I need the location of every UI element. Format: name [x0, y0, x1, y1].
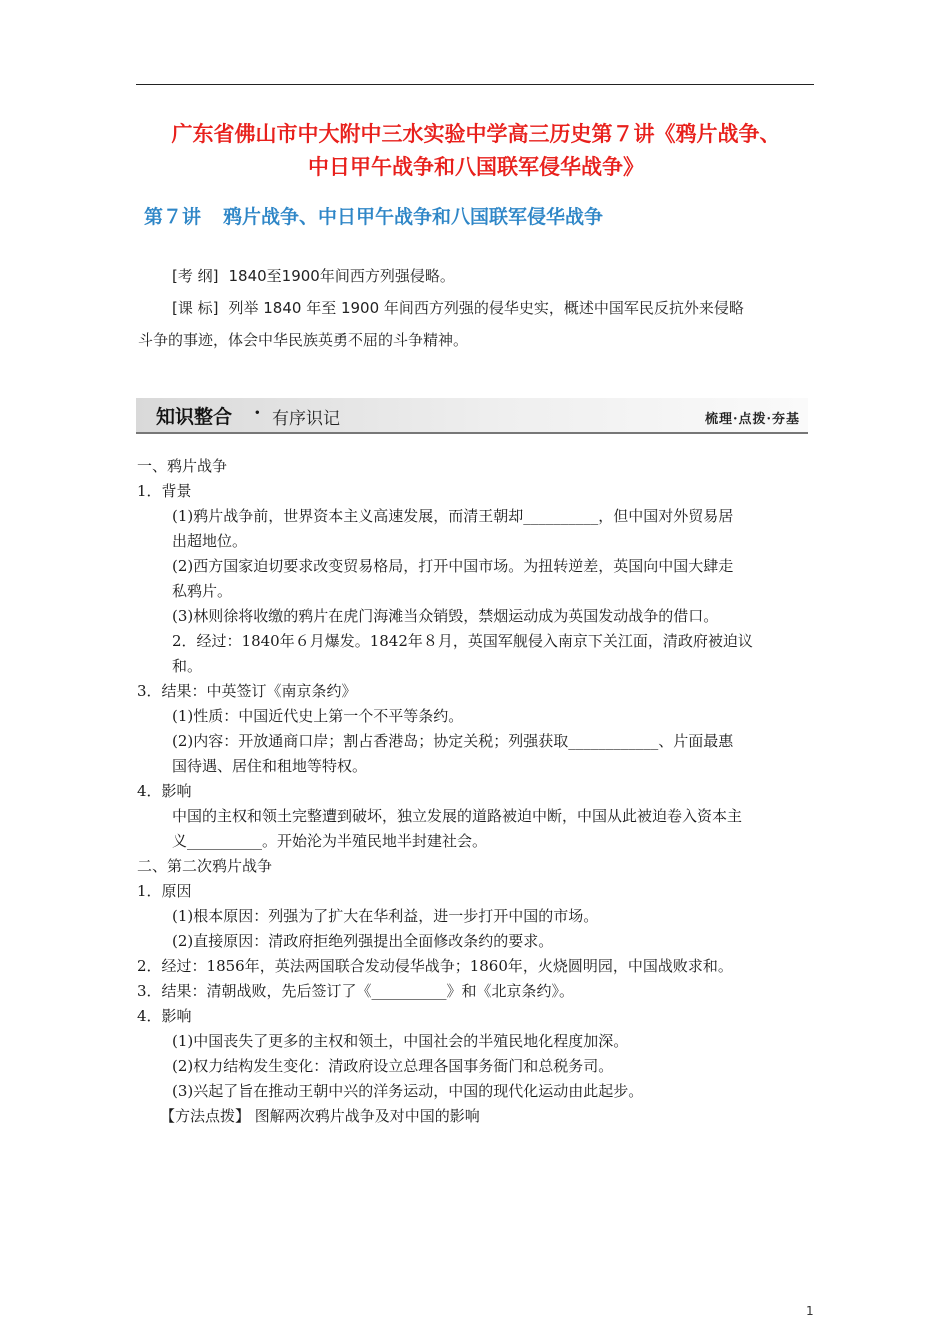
kaogang-text: 1840至1900年间西方列强侵略。 [228, 267, 455, 285]
list-item: (3)兴起了旨在推动王朝中兴的洋务运动，中国的现代化运动由此起步。 [172, 1082, 644, 1100]
list-item: (2)内容：开放通商口岸；割占香港岛；协定关税；列强获取____________、片面最惠 [172, 732, 734, 750]
list-item: 2．经过：1856年，英法两国联合发动侵华战争；1860年，火烧圆明园，中国战败求和。 [137, 957, 733, 975]
title-line-2: 中日甲午战争和八国联军侵华战争》 [308, 155, 644, 179]
section-dot: · [254, 402, 261, 424]
list-item: 义__________。开始沦为半殖民地半封建社会。 [172, 832, 488, 850]
kaogang-label: [考 纲] [172, 267, 219, 285]
list-item: 4．影响 [137, 782, 192, 800]
list-item: (2)权力结构发生变化：清政府设立总理各国事务衙门和总税务司。 [172, 1057, 614, 1075]
list-item: (1)中国丧失了更多的主权和领土，中国社会的半殖民地化程度加深。 [172, 1032, 629, 1050]
list-item: (3)林则徐将收缴的鸦片在虎门海滩当众销毁，禁烟运动成为英国发动战争的借口。 [172, 607, 719, 625]
lecture-name: 鸦片战争、中日甲午战争和八国联军侵华战争 [223, 206, 604, 228]
section-header [136, 398, 808, 434]
page-number: 1 [806, 1304, 814, 1318]
list-item: 1．背景 [137, 482, 192, 500]
list-item: 国待遇、居住和租地等特权。 [172, 757, 368, 775]
list-item: (1)性质：中国近代史上第一个不平等条约。 [172, 707, 464, 725]
method-tip: 【方法点拨】 图解两次鸦片战争及对中国的影响 [160, 1107, 480, 1125]
list-item: 私鸦片。 [172, 582, 233, 600]
list-item: 中国的主权和领土完整遭到破坏，独立发展的道路被迫中断，中国从此被迫卷入资本主 [172, 807, 743, 825]
kebiao-row [172, 298, 744, 318]
kebiao-text: 列举 1840 年至 1900 年间西方列强的侵华史实，概述中国军民反抗外来侵略 [228, 299, 744, 317]
list-item: (2)西方国家迫切要求改变贸易格局，打开中国市场。为扭转逆差，英国向中国大肆走 [172, 557, 734, 575]
document-title [136, 118, 816, 184]
list-item: 4．影响 [137, 1007, 192, 1025]
list-item: (1)鸦片战争前，世界资本主义高速发展，而清王朝却__________，但中国对外贸易居 [172, 507, 734, 525]
list-item: 3．结果：中英签订《南京条约》 [137, 682, 357, 700]
heading-opium-war: 一、鸦片战争 [137, 457, 228, 475]
kebiao-label: [课 标] [172, 299, 219, 317]
list-item: 3．结果：清朝战败，先后签订了《__________》和《北京条约》。 [137, 982, 575, 1000]
list-item: 1．原因 [137, 882, 192, 900]
section-subtitle: 有序识记 [272, 409, 340, 429]
heading-second-opium-war: 二、第二次鸦片战争 [137, 857, 273, 875]
list-item: (2)直接原因：清政府拒绝列强提出全面修改条约的要求。 [172, 932, 554, 950]
list-item: 和。 [172, 657, 203, 675]
top-rule [136, 84, 814, 85]
kaogang-row [172, 266, 455, 286]
list-item: (1)根本原因：列强为了扩大在华利益，进一步打开中国的市场。 [172, 907, 599, 925]
list-item: 2．经过：1840年６月爆发。1842年８月，英国军舰侵入南京下关江面，清政府被迫议 [172, 632, 753, 650]
title-line-1: 广东省佛山市中大附中三水实验中学高三历史第７讲《鸦片战争、 [171, 122, 781, 146]
section-main-title: 知识整合 [156, 406, 233, 428]
lecture-title [144, 202, 603, 229]
kebiao-row-2: 斗争的事迹，体会中华民族英勇不屈的斗争精神。 [138, 331, 469, 349]
section-right-label: 梳理·点拨·夯基 [704, 412, 800, 427]
list-item: 出超地位。 [172, 532, 248, 550]
lecture-number: 第７讲 [144, 206, 202, 228]
